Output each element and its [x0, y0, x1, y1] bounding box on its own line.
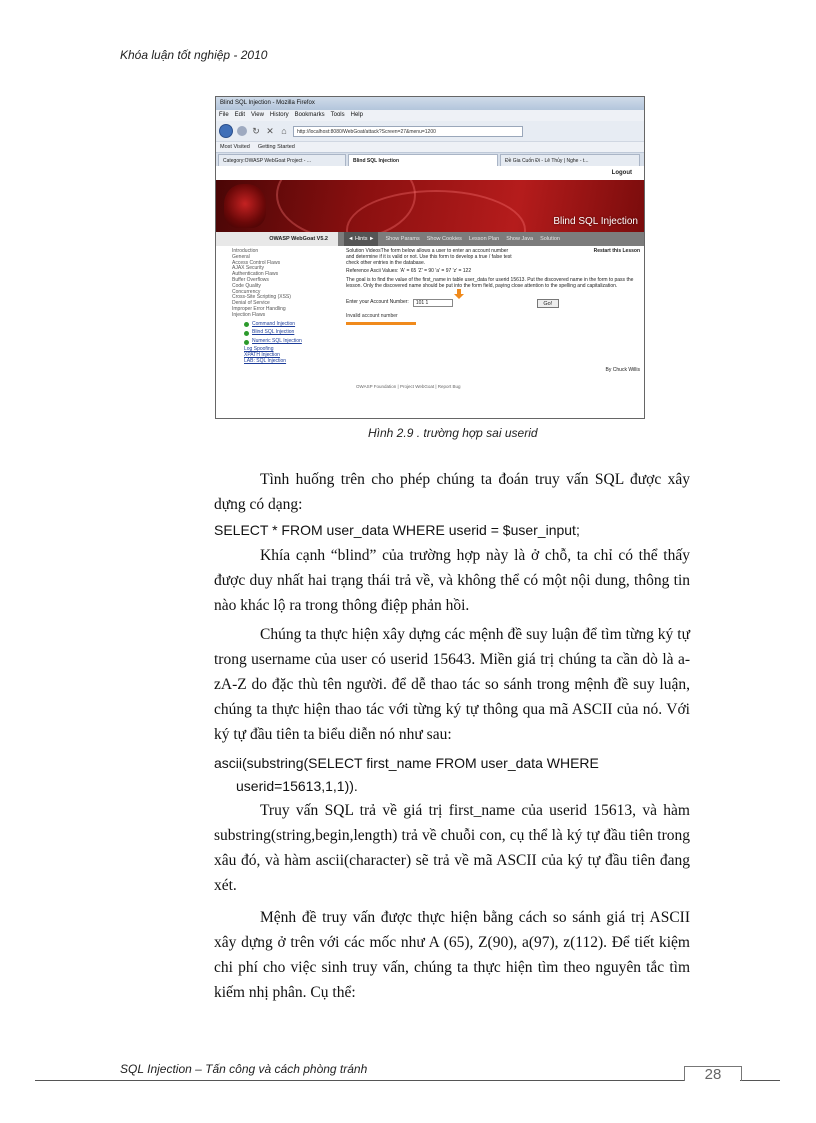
lesson-label: Blind SQL Injection — [252, 329, 295, 336]
code-line: userid=15613,1,1)). — [236, 778, 358, 794]
sidebar-item[interactable]: Code Quality — [232, 282, 261, 289]
menu-tools[interactable]: Tools — [330, 112, 345, 118]
forward-icon[interactable] — [237, 126, 247, 136]
lesson-link[interactable] — [244, 322, 338, 328]
document-header: Khóa luận tốt nghiệp - 2010 — [120, 48, 268, 62]
browser-title: Blind SQL Injection - Mozilla Firefox — [216, 97, 644, 110]
solution-text: Solution VideosThe form below allows a user to enter an account number and determine if it is valid or not. Use this form to develop a true / false test check other entries in the database. — [346, 248, 512, 266]
lesson-plan-button[interactable]: Lesson Plan — [468, 236, 500, 242]
navigation-toolbar — [216, 121, 644, 141]
author-credit: By Chuck Willis — [605, 367, 640, 373]
bookmarks-bar — [216, 141, 644, 152]
lesson-sidebar — [216, 246, 338, 400]
paragraph: Mệnh đề truy vấn được thực hiện bằng cách so sánh giá trị ASCII xây dựng ở trên với các mốc như A (65), Z(90), a(97), z(112). Để tiết kiệm chi phí cho việc sinh truy vấn, chúng ta thực hiện tìm theo nguyên tắc tìm kiếm nhị phân. Cụ thể: — [214, 909, 690, 1001]
bookmark-most-visited[interactable]: Most Visited — [220, 144, 250, 150]
logout-link[interactable]: Logout — [216, 166, 644, 180]
check-icon — [244, 322, 249, 327]
banner-title: Blind SQL Injection — [553, 216, 638, 227]
stop-icon[interactable]: ✕ — [266, 125, 274, 136]
sidebar-item[interactable]: Buffer Overflows — [232, 276, 269, 283]
goat-logo-icon — [224, 184, 266, 228]
check-icon — [244, 331, 249, 336]
menu-view[interactable]: View — [251, 112, 264, 118]
lesson-content — [338, 246, 644, 400]
lesson-body — [216, 246, 644, 400]
lesson-label: Numeric SQL Injection — [252, 338, 302, 345]
paragraph: Tình huống trên cho phép chúng ta đoán truy vấn SQL được xây dựng có dạng: — [214, 471, 690, 513]
sidebar-item[interactable]: Denial of Service — [232, 300, 270, 307]
go-button[interactable]: Go! — [537, 299, 559, 308]
show-cookies-button[interactable]: Show Cookies — [426, 236, 462, 242]
sidebar-item[interactable]: Injection Flaws — [232, 311, 266, 318]
arrow-down-icon — [454, 289, 464, 299]
lesson-nav-strip — [216, 232, 644, 246]
hints-button[interactable]: ◄ Hints ► — [344, 232, 378, 246]
page-number: 28 — [684, 1066, 742, 1081]
goal-text: The goal is to find the value of the first_name in table user_data for userid 15613. Put the discovered name in the form to pass the lesson. Only the discovered name should be put into the form field, paying close attention to the spelling and capitalization. — [346, 277, 634, 289]
figure-caption: Hình 2.9 . trường hợp sai userid — [368, 426, 538, 440]
figure-screenshot — [215, 96, 645, 419]
tab-blind-sql[interactable]: Blind SQL Injection — [348, 154, 498, 166]
browser-tabs — [216, 152, 644, 166]
paragraph: Truy vấn SQL trả về giá trị first_name của userid 15613, và hàm substring(string,begin,length) trả về chuỗi con, cụ thể là ký tự đầu tiên trong xâu đó, và hàm ascii(character) sẽ trả về mã ASCII của ký tự đầu tiên đang xét. — [214, 802, 690, 894]
sidebar-item[interactable]: Concurrency — [232, 288, 261, 295]
footer-divider — [740, 1080, 780, 1081]
reference-values: Reference Ascii Values: 'A' = 65 'Z' = 90 'a' = 97 'z' = 122 — [346, 268, 472, 275]
webgoat-banner — [216, 180, 644, 232]
code-line: SELECT * FROM user_data WHERE userid = $user_input; — [214, 522, 580, 538]
menu-history[interactable]: History — [269, 112, 289, 118]
code-line: ascii(substring(SELECT first_name FROM user_data WHERE — [214, 755, 599, 771]
paragraph: Khía cạnh “blind” của trường hợp này là ở chỗ, ta chỉ có thể thấy được duy nhất hai trạng thái trả về, và không thể có một nội dung, thông tin nào khác lộ ra trong thông điệp phản hồi. — [214, 547, 690, 614]
account-label: Enter your Account Number: — [346, 299, 409, 306]
account-form — [346, 299, 640, 308]
show-params-button[interactable]: Show Params — [385, 236, 420, 242]
browser-menu — [216, 110, 644, 121]
invalid-message: Invalid account number — [346, 314, 416, 325]
sub-lesson-link[interactable]: Log Spoofing — [244, 345, 274, 352]
sidebar-item[interactable]: General — [232, 253, 250, 260]
lesson-label: Command Injection — [252, 320, 296, 327]
home-icon[interactable]: ⌂ — [281, 126, 287, 136]
footer-divider — [35, 1080, 685, 1081]
sub-lesson-link[interactable]: LAB: SQL Injection — [244, 357, 287, 364]
bookmark-getting-started[interactable]: Getting Started — [257, 144, 295, 150]
sidebar-item[interactable]: Cross-Site Scripting (XSS) — [232, 294, 291, 301]
sidebar-item[interactable]: Authentication Flaws — [232, 271, 279, 278]
solution-button[interactable]: Solution — [540, 236, 560, 242]
sub-lesson-link[interactable]: XPATH Injection — [244, 351, 280, 358]
back-icon[interactable] — [219, 124, 233, 138]
menu-help[interactable]: Help — [350, 112, 363, 118]
sidebar-item[interactable]: Improper Error Handling — [232, 305, 286, 312]
check-icon — [244, 340, 249, 345]
url-bar[interactable]: http://localhost:8080/WebGoat/attack?Screen=27&menu=1200 — [293, 126, 523, 137]
document-footer: SQL Injection – Tấn công và cách phòng tránh — [120, 1062, 368, 1076]
reload-icon[interactable]: ↻ — [252, 125, 260, 136]
lesson-tabs — [338, 232, 644, 246]
account-input[interactable]: 101 1 — [413, 299, 453, 307]
lesson-link[interactable] — [244, 330, 338, 336]
sidebar-item[interactable]: AJAX Security — [232, 265, 264, 272]
sidebar-item[interactable]: Access Control Flaws — [232, 259, 281, 266]
menu-bookmarks[interactable]: Bookmarks — [294, 112, 325, 118]
tab-owasp[interactable]: Category:OWASP WebGoat Project - ... — [218, 154, 346, 166]
lesson-link[interactable] — [244, 339, 338, 345]
menu-edit[interactable]: Edit — [234, 112, 246, 118]
webgoat-version: OWASP WebGoat V5.2 — [216, 232, 338, 246]
paragraph: Chúng ta thực hiện xây dựng các mệnh đề suy luận để tìm từng ký tự trong username của user có userid 15643. Miền giá trị chúng ta cần dò là a-zA-Z do đặc thù tên người. để dễ thao tác so sánh trong mệnh đề suy luận, chúng ta thực hiện thao tác với từng ký tự thông qua mã ASCII của nó. Với ký tự đầu tiên ta biểu diễn nó như sau: — [214, 626, 690, 743]
show-java-button[interactable]: Show Java — [506, 236, 534, 242]
tab-music[interactable]: Đề Gia Cuốn Đi - Lê Thủy | Nghe - t... — [500, 154, 640, 166]
sidebar-item[interactable]: Introduction — [232, 248, 259, 254]
menu-file[interactable]: File — [219, 112, 229, 118]
restart-lesson-link[interactable]: Restart this Lesson — [593, 248, 640, 254]
webgoat-footer-links[interactable]: OWASP Foundation | Project WebGoat | Report Bug — [356, 384, 461, 389]
